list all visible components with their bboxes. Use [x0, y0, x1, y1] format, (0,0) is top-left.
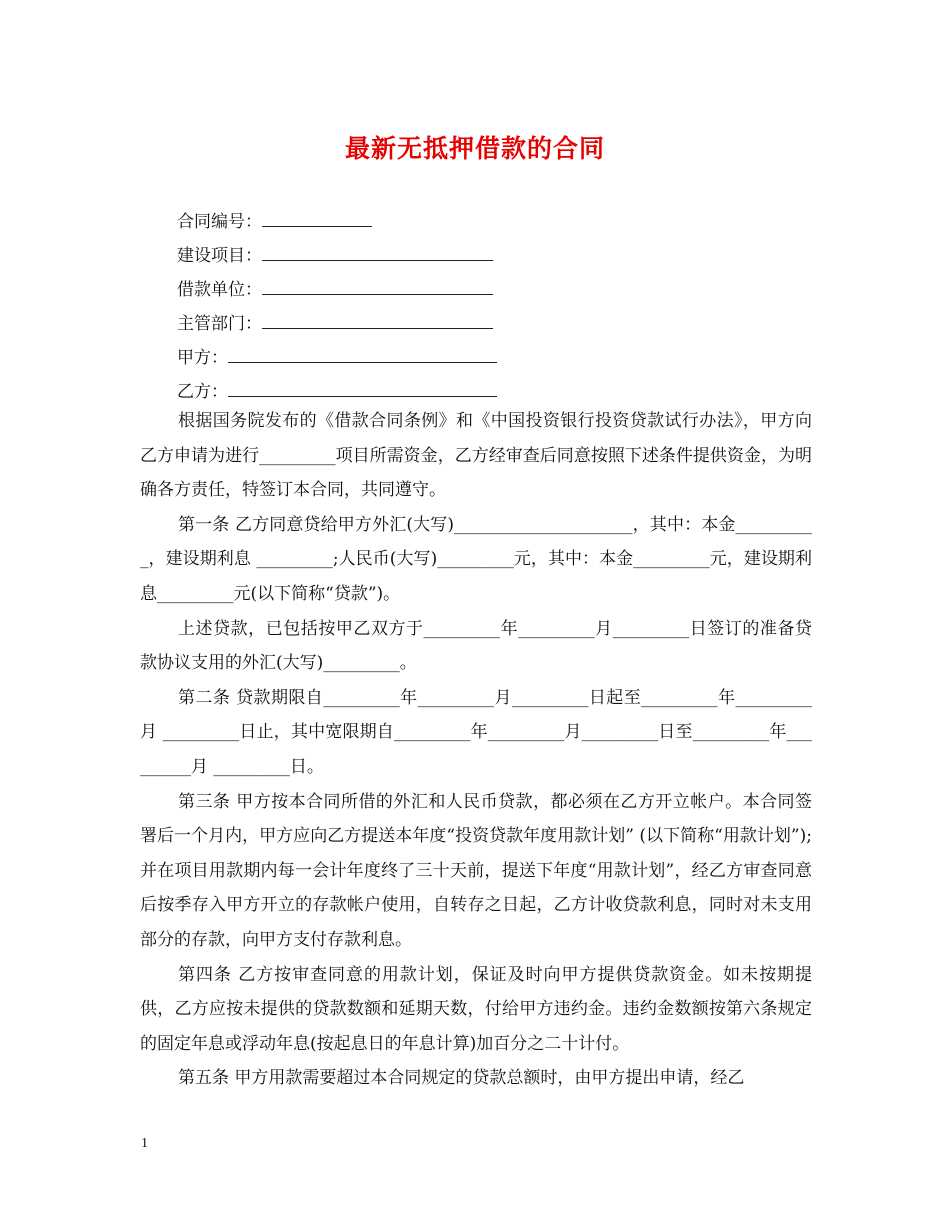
field-label: 甲方： [177, 348, 228, 368]
contract-body [140, 404, 812, 1096]
field-label: 乙方： [177, 382, 228, 402]
field-label: 建设项目： [177, 246, 262, 266]
blank-line [228, 345, 497, 363]
paragraph-article-1: 第一条 乙方同意贷给甲方外汇(大写)_____________________，其中：本金__________，建设期利息 _________;人民币(大写)_________元，其中：本金_________元，建设期利息_________元(以下简称“贷款”)。 [140, 514, 812, 604]
field-label: 借款单位： [177, 280, 262, 300]
paragraph-article-2: 第二条 贷款期限自_________年_________月_________日起至_________年_________月 _________日止，其中宽限期自_________年_________月_________日至_________年_________月 _________日。 [140, 687, 812, 777]
blank-line [262, 311, 493, 329]
field-department [177, 311, 493, 336]
blank-line [262, 243, 493, 261]
paragraph-article-3: 第三条 甲方按本合同所借的外汇和人民币贷款，都必须在乙方开立帐户。本合同签署后一个月内，甲方应向乙方提送本年度“投资贷款年度用款计划” (以下简称“用款计划”);并在项目用款期内每一会计年度终了三十天前，提送下年度“用款计划”，经乙方审查同意后按季存入甲方开立的存款帐户使用，自转存之日起，乙方计收贷款利息，同时对未支用部分的存款，向甲方支付存款利息。 [140, 791, 812, 950]
document-title: 最新无抵押借款的合同 [344, 134, 605, 163]
blank-line [262, 277, 493, 295]
field-contract-number [177, 209, 372, 234]
field-project [177, 243, 493, 268]
field-label: 合同编号： [177, 212, 262, 232]
field-party-a [177, 345, 497, 370]
field-party-b [177, 379, 497, 404]
field-borrower-unit [177, 277, 493, 302]
paragraph-preamble: 根据国务院发布的《借款合同条例》和《中国投资银行投资贷款试行办法》，甲方向乙方申请为进行_________项目所需资金，乙方经审查后同意按照下述条件提供资金，为明确各方责任，特签订本合同，共同遵守。 [140, 411, 812, 501]
paragraph-article-5: 第五条 甲方用款需要超过本合同规定的贷款总额时，由甲方提出申请，经乙 [178, 1068, 745, 1089]
blank-line [228, 379, 497, 397]
page-number: 1 [141, 1136, 148, 1151]
blank-line [262, 209, 372, 227]
paragraph-article-4: 第四条 乙方按审查同意的用款计划，保证及时向甲方提供贷款资金。如未按期提供，乙方应按未提供的贷款数额和延期天数，付给甲方违约金。违约金数额按第六条规定的固定年息或浮动年息(按起息日的年息计算)加百分之二十计付。 [140, 964, 812, 1054]
paragraph-loan-note: 上述贷款，已包括按甲乙双方于_________年_________月_________日签订的准备贷款协议支用的外汇(大写)_________。 [140, 618, 812, 674]
field-label: 主管部门： [177, 314, 262, 334]
